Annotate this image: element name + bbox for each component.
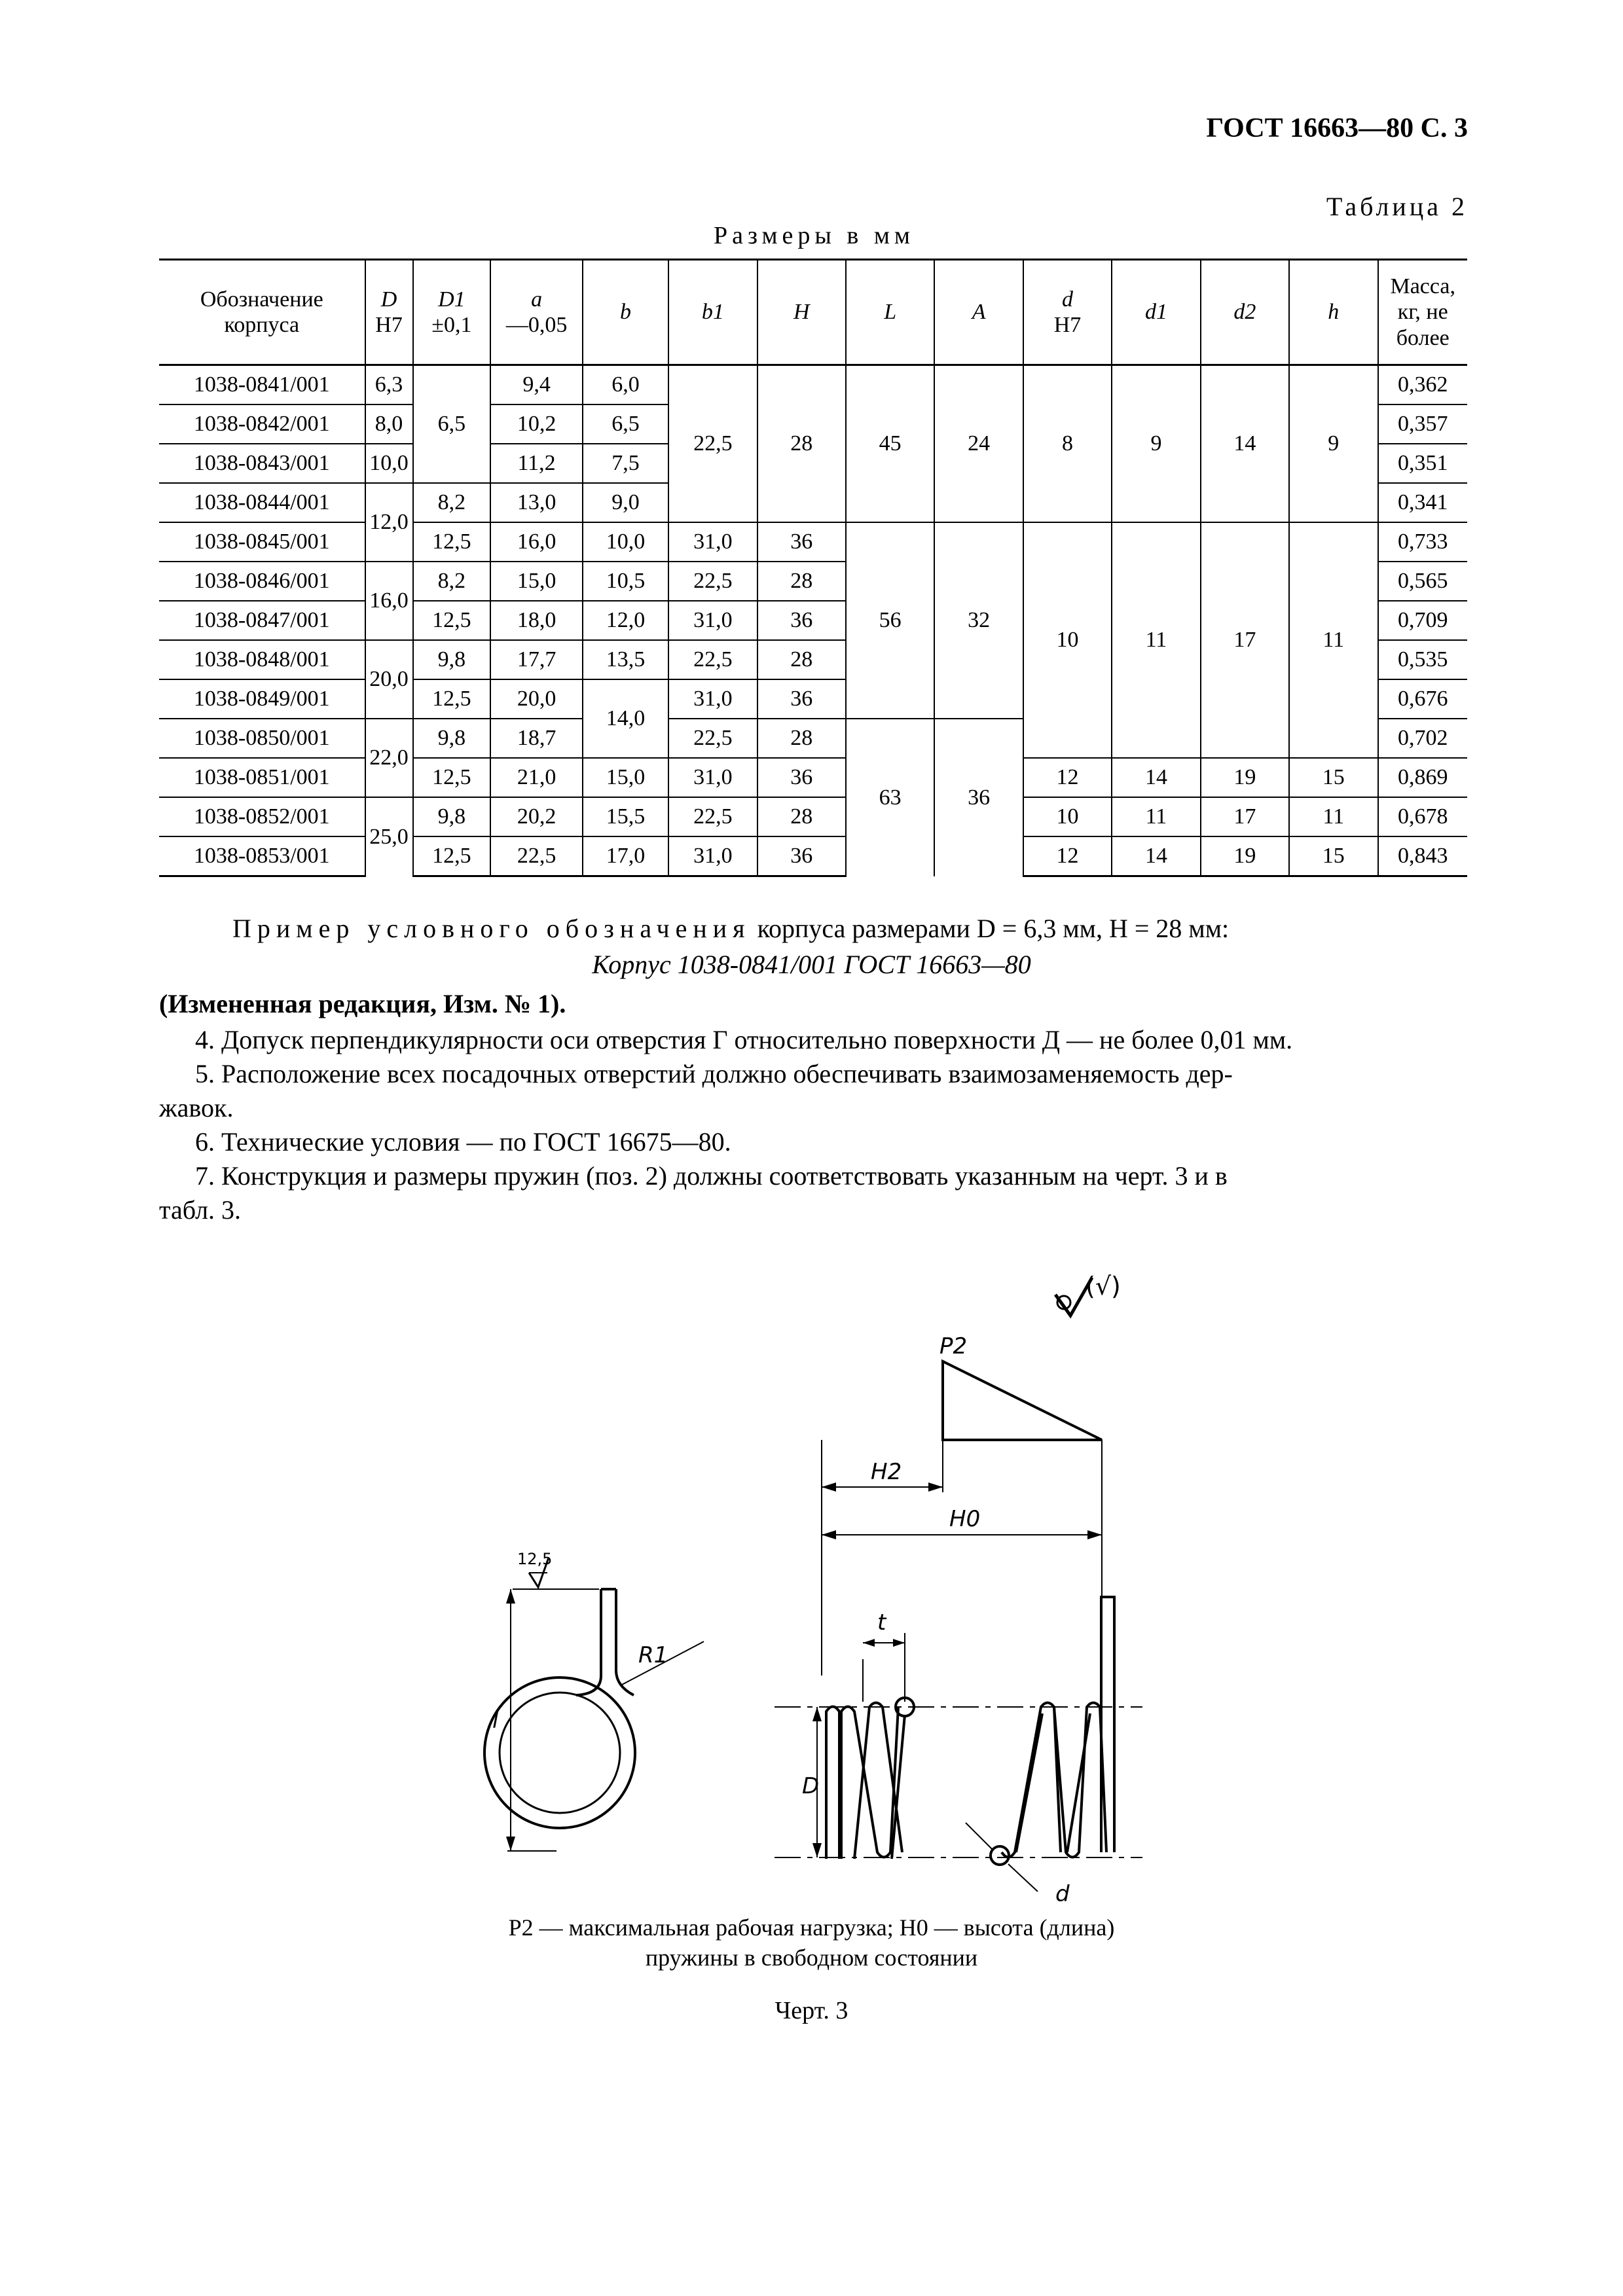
cell-d1: 11: [1112, 522, 1200, 758]
cell-b: 15,5: [583, 797, 668, 836]
cell-d2: 14: [1201, 365, 1289, 523]
cell-code: 1038-0849/001: [159, 679, 365, 719]
col-header-L: L: [846, 260, 934, 365]
table-row: [159, 836, 1467, 876]
cell-b: 6,0: [583, 365, 668, 405]
cell-a: 18,0: [490, 601, 583, 640]
cell-D: 10,0: [365, 444, 413, 483]
cell-H: 36: [757, 836, 846, 876]
cell-mass: 0,676: [1378, 679, 1468, 719]
cell-b: 9,0: [583, 483, 668, 522]
cell-d2: 17: [1201, 797, 1289, 836]
cell-L: 56: [846, 522, 934, 719]
cell-mass: 0,709: [1378, 601, 1468, 640]
cell-b: 12,0: [583, 601, 668, 640]
cell-d2: 19: [1201, 758, 1289, 797]
cell-a: 22,5: [490, 836, 583, 876]
cell-code: 1038-0852/001: [159, 797, 365, 836]
table-header-row: [159, 260, 1467, 365]
cell-mass: 0,565: [1378, 562, 1468, 601]
cell-d1: 9: [1112, 365, 1200, 523]
cell-D1: 9,8: [413, 640, 491, 679]
cell-D1: 12,5: [413, 836, 491, 876]
figure-caption-line2: пружины в свободном состоянии: [645, 1945, 978, 1971]
cell-H: 28: [757, 797, 846, 836]
cell-H: 28: [757, 719, 846, 758]
cell-code: 1038-0848/001: [159, 640, 365, 679]
table-row: [159, 797, 1467, 836]
amendment-note: (Измененная редакция, Изм. № 1).: [159, 989, 566, 1018]
label-R1: R1: [638, 1642, 668, 1668]
cell-d1: 14: [1112, 836, 1200, 876]
table-row: [159, 522, 1467, 562]
cell-a: 20,0: [490, 679, 583, 719]
cell-code: 1038-0845/001: [159, 522, 365, 562]
dimensions-table: [159, 259, 1467, 877]
col-header-d2: d2: [1201, 260, 1289, 365]
label-P2: P2: [939, 1333, 968, 1359]
cell-D: 20,0: [365, 640, 413, 719]
roughness-general-label: (√): [1085, 1272, 1121, 1300]
cell-b: 10,0: [583, 522, 668, 562]
cell-D: 12,0: [365, 483, 413, 562]
cell-a: 13,0: [490, 483, 583, 522]
cell-a: 18,7: [490, 719, 583, 758]
cell-mass: 0,869: [1378, 758, 1468, 797]
cell-H: 36: [757, 522, 846, 562]
cell-b: 7,5: [583, 444, 668, 483]
table-number: Таблица 2: [1326, 192, 1468, 221]
cell-mass: 0,535: [1378, 640, 1468, 679]
paragraph-5-line1: 5. Расположение всех посадочных отверстий должно обеспечивать взаимозаменяемость дер-: [195, 1059, 1233, 1088]
cell-b1: 22,5: [668, 719, 757, 758]
cell-mass: 0,362: [1378, 365, 1468, 405]
spring-end-view: [484, 1558, 704, 1851]
cell-mass: 0,702: [1378, 719, 1468, 758]
col-header-h: h: [1289, 260, 1377, 365]
cell-D: 22,0: [365, 719, 413, 797]
cell-D1: 6,5: [413, 365, 491, 484]
cell-d1: 11: [1112, 797, 1200, 836]
cell-d: 10: [1023, 797, 1112, 836]
cell-a: 15,0: [490, 562, 583, 601]
cell-d: 12: [1023, 758, 1112, 797]
cell-a: 16,0: [490, 522, 583, 562]
cell-D1: 9,8: [413, 797, 491, 836]
col-header-H: H: [757, 260, 846, 365]
cell-H: 36: [757, 758, 846, 797]
cell-H: 28: [757, 562, 846, 601]
cell-code: 1038-0853/001: [159, 836, 365, 876]
cell-code: 1038-0844/001: [159, 483, 365, 522]
cell-L: 63: [846, 719, 934, 876]
cell-mass: 0,733: [1378, 522, 1468, 562]
cell-d: 10: [1023, 522, 1112, 758]
table-row: [159, 758, 1467, 797]
cell-a: 11,2: [490, 444, 583, 483]
cell-a: 21,0: [490, 758, 583, 797]
cell-mass: 0,357: [1378, 404, 1468, 444]
cell-code: 1038-0846/001: [159, 562, 365, 601]
col-header-code: Обозначение корпуса: [159, 260, 365, 365]
cell-b: 17,0: [583, 836, 668, 876]
cell-A: 24: [934, 365, 1023, 523]
paragraph-7-line2: табл. 3.: [159, 1195, 242, 1225]
cell-A: 36: [934, 719, 1023, 876]
cell-mass: 0,341: [1378, 483, 1468, 522]
cell-H: 36: [757, 679, 846, 719]
cell-H: 28: [757, 365, 846, 523]
roughness-local-label: 12,5: [517, 1550, 553, 1568]
cell-code: 1038-0847/001: [159, 601, 365, 640]
col-header-A: A: [934, 260, 1023, 365]
cell-b1: 22,5: [668, 365, 757, 523]
cell-D1: 12,5: [413, 522, 491, 562]
cell-d2: 17: [1201, 522, 1289, 758]
figure-caption-line1: P2 — максимальная рабочая нагрузка; H0 — высота (длина): [508, 1914, 1115, 1941]
cell-D: 8,0: [365, 404, 413, 444]
cell-code: 1038-0841/001: [159, 365, 365, 405]
cell-h: 11: [1289, 797, 1377, 836]
cell-b1: 22,5: [668, 640, 757, 679]
cell-D: 16,0: [365, 562, 413, 640]
label-D: D: [802, 1773, 820, 1799]
cell-D1: 12,5: [413, 601, 491, 640]
spring-drawing: [0, 1244, 1623, 1996]
col-header-a: a —0,05: [490, 260, 583, 365]
cell-L: 45: [846, 365, 934, 523]
cell-b1: 31,0: [668, 601, 757, 640]
cell-D1: 8,2: [413, 483, 491, 522]
cell-mass: 0,351: [1378, 444, 1468, 483]
cell-b: 10,5: [583, 562, 668, 601]
figure-number: Черт. 3: [775, 1997, 848, 2024]
cell-b: 13,5: [583, 640, 668, 679]
cell-H: 36: [757, 601, 846, 640]
cell-a: 9,4: [490, 365, 583, 405]
cell-code: 1038-0851/001: [159, 758, 365, 797]
cell-D1: 12,5: [413, 758, 491, 797]
cell-mass: 0,843: [1378, 836, 1468, 876]
cell-b1: 31,0: [668, 758, 757, 797]
col-header-D: D H7: [365, 260, 413, 365]
cell-D: 6,3: [365, 365, 413, 405]
col-header-d: d H7: [1023, 260, 1112, 365]
paragraph-5-line2: жавок.: [159, 1093, 234, 1122]
cell-b1: 31,0: [668, 836, 757, 876]
cell-b: 15,0: [583, 758, 668, 797]
cell-code: 1038-0842/001: [159, 404, 365, 444]
cell-a: 17,7: [490, 640, 583, 679]
col-header-mass: Масса, кг, не более: [1378, 260, 1468, 365]
cell-b1: 22,5: [668, 562, 757, 601]
cell-code: 1038-0843/001: [159, 444, 365, 483]
cell-D1: 12,5: [413, 679, 491, 719]
cell-H: 28: [757, 640, 846, 679]
col-header-D1: D1 ±0,1: [413, 260, 491, 365]
label-H2: H2: [871, 1459, 902, 1485]
cell-d1: 14: [1112, 758, 1200, 797]
cell-code: 1038-0850/001: [159, 719, 365, 758]
col-header-b: b: [583, 260, 668, 365]
cell-b1: 31,0: [668, 522, 757, 562]
cell-d2: 19: [1201, 836, 1289, 876]
example-designation: Корпус 1038-0841/001 ГОСТ 16663—80: [592, 950, 1031, 979]
cell-d: 8: [1023, 365, 1112, 523]
label-H0: H0: [949, 1506, 981, 1532]
page-header: ГОСТ 16663—80 С. 3: [1206, 113, 1468, 143]
cell-D1: 8,2: [413, 562, 491, 601]
cell-a: 20,2: [490, 797, 583, 836]
example-line: Пример условного обозначения корпуса размерами D = 6,3 мм, H = 28 мм:: [232, 914, 1230, 943]
cell-b: 14,0: [583, 679, 668, 758]
cell-h: 15: [1289, 836, 1377, 876]
load-triangle: [943, 1361, 1102, 1440]
col-header-d1: d1: [1112, 260, 1200, 365]
cell-A: 32: [934, 522, 1023, 719]
cell-h: 15: [1289, 758, 1377, 797]
cell-a: 10,2: [490, 404, 583, 444]
label-l: l: [492, 1708, 499, 1734]
col-header-b1: b1: [668, 260, 757, 365]
cell-D: 25,0: [365, 797, 413, 876]
cell-h: 11: [1289, 522, 1377, 758]
cell-mass: 0,678: [1378, 797, 1468, 836]
paragraph-6: 6. Технические условия — по ГОСТ 16675—80.: [195, 1127, 731, 1157]
cell-b1: 31,0: [668, 679, 757, 719]
paragraph-4: 4. Допуск перпендикулярности оси отверстия Г относительно поверхности Д — не более 0,01 мм.: [195, 1025, 1293, 1054]
cell-h: 9: [1289, 365, 1377, 523]
table-row: [159, 365, 1467, 405]
cell-b: 6,5: [583, 404, 668, 444]
label-d: d: [1055, 1881, 1070, 1907]
spring-side-view: [775, 1597, 1142, 1892]
label-t: t: [877, 1609, 886, 1636]
cell-D1: 9,8: [413, 719, 491, 758]
table-units: Размеры в мм: [714, 222, 915, 249]
cell-b1: 22,5: [668, 797, 757, 836]
paragraph-7-line1: 7. Конструкция и размеры пружин (поз. 2) должны соответствовать указанным на черт. 3 и в: [195, 1161, 1228, 1191]
cell-d: 12: [1023, 836, 1112, 876]
